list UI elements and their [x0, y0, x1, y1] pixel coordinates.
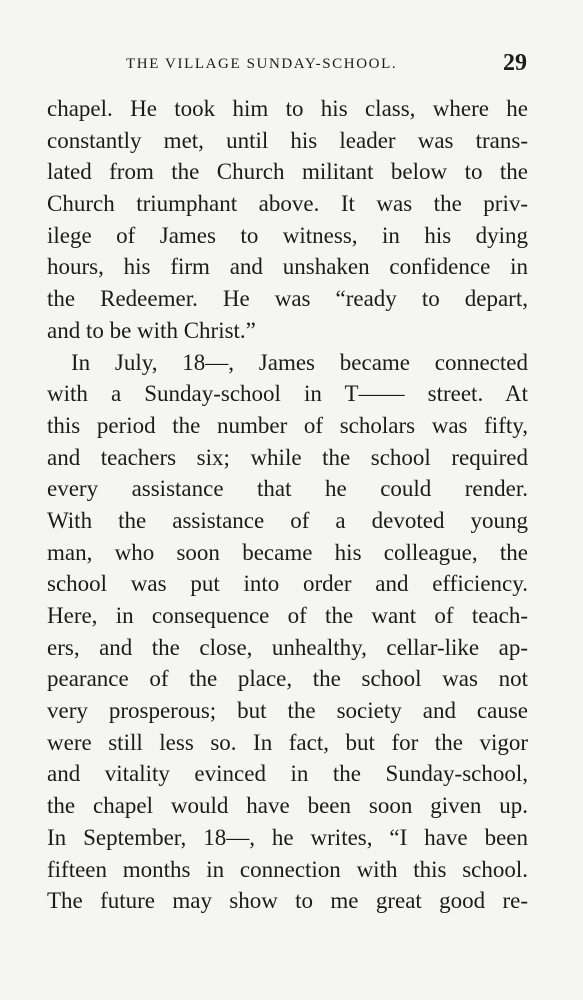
text-line: and vitality evinced in the Sunday-school, — [47, 761, 528, 787]
text-line: In July, 18—, James became connected — [71, 349, 528, 375]
text-line: every assistance that he could render. — [47, 476, 528, 502]
text-line: man, who soon became his colleague, the — [47, 539, 528, 565]
page-number: 29 — [503, 50, 527, 76]
text-line: and teachers six; while the school required — [47, 444, 528, 470]
text-line: ilege of James to witness, in his dying — [47, 222, 528, 248]
text-line: ers, and the close, unhealthy, cellar-like ap- — [47, 634, 528, 660]
text-line: With the assistance of a devoted young — [47, 507, 528, 533]
running-title: THE VILLAGE SUNDAY-SCHOOL. — [126, 56, 398, 72]
text-line: the Redeemer. He was “ready to depart, — [47, 286, 528, 312]
text-line: constantly met, until his leader was trans- — [47, 127, 528, 153]
text-line: The future may show to me great good re- — [47, 888, 528, 914]
text-line: Church triumphant above. It was the priv- — [47, 191, 528, 217]
text-line: fifteen months in connection with this school. — [47, 856, 528, 882]
text-line: this period the number of scholars was fifty, — [47, 412, 528, 438]
text-line: lated from the Church militant below to the — [47, 159, 528, 185]
text-line: chapel. He took him to his class, where he — [47, 96, 528, 121]
text-line: hours, his firm and unshaken confidence in — [47, 254, 528, 280]
text-line: with a Sunday-school in T—— street. At — [47, 381, 528, 407]
text-line: In September, 18—, he writes, “I have been — [47, 824, 528, 850]
text-line: pearance of the place, the school was not — [47, 666, 528, 692]
body-text — [47, 93, 528, 917]
text-line: the chapel would have been soon given up. — [47, 793, 528, 819]
text-line: and to be with Christ.” — [47, 317, 256, 343]
text-line: school was put into order and efficiency. — [47, 571, 528, 597]
running-head — [48, 50, 527, 80]
text-line: Here, in consequence of the want of teach- — [47, 603, 528, 628]
text-line: were still less so. In fact, but for the vigor — [47, 729, 528, 755]
text-line: very prosperous; but the society and cause — [47, 698, 528, 724]
